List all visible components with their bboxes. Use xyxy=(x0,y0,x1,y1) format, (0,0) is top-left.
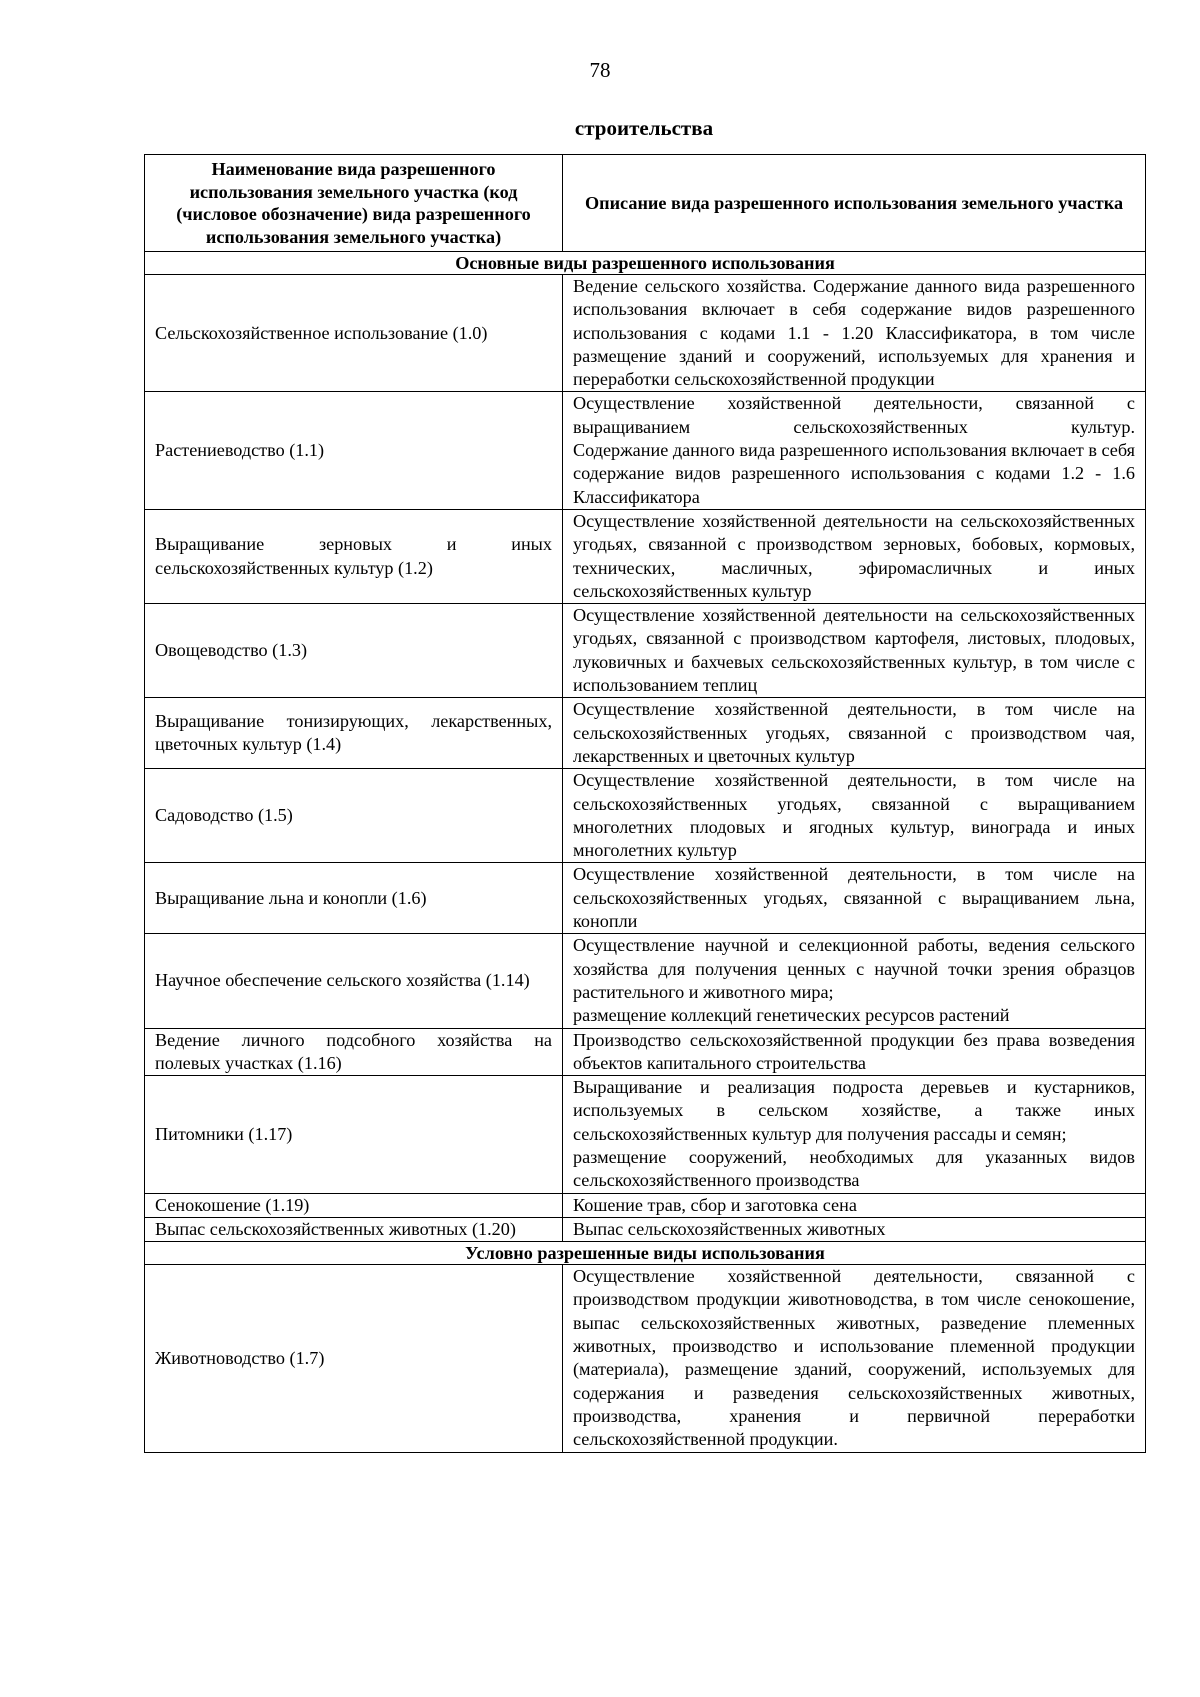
header-description: Описание вида разрешенного использования земельного участка xyxy=(563,155,1146,252)
table-row xyxy=(145,604,1146,698)
use-description xyxy=(563,1193,1146,1217)
section-row-main xyxy=(145,252,1146,275)
table-row xyxy=(145,1193,1146,1217)
use-name: Садоводство (1.5) xyxy=(145,769,563,863)
header-row xyxy=(145,155,1146,252)
use-name: Животноводство (1.7) xyxy=(145,1265,563,1452)
table-row xyxy=(145,1265,1146,1452)
section-row-conditional xyxy=(145,1242,1146,1265)
table-row xyxy=(145,392,1146,509)
use-description xyxy=(563,1028,1146,1076)
use-description xyxy=(563,275,1146,392)
use-description xyxy=(563,769,1146,863)
description-paragraph: Выпас сельскохозяйственных животных xyxy=(573,1218,886,1239)
description-paragraph: Выращивание и реализация подроста деревьев и кустарников, используемых в сельском хозяйстве, а также иных сельскохозяйственных культур для получения рассады и семян; xyxy=(573,1077,1135,1144)
description-paragraph: Содержание данного вида разрешенного использования включает в себя содержание видов разрешенного использования с кодами 1.2 - 1.6 Классификатора xyxy=(573,440,1135,507)
use-name: Овощеводство (1.3) xyxy=(145,604,563,698)
description-paragraph: Осуществление хозяйственной деятельности на сельскохозяйственных угодьях, связанной с производством зерновых, бобовых, кормовых, технических, масличных, эфиромасличных и иных сельскохозяйственных культур xyxy=(573,510,1135,601)
use-name: Сельскохозяйственное использование (1.0) xyxy=(145,275,563,392)
use-name: Питомники (1.17) xyxy=(145,1076,563,1193)
table-row xyxy=(145,934,1146,1028)
land-use-table xyxy=(144,154,1146,1453)
description-paragraph: размещение коллекций генетических ресурсов растений xyxy=(573,1005,1010,1026)
description-paragraph: Осуществление хозяйственной деятельности, в том числе на сельскохозяйственных угодьях, связанной с производством чая, лекарственных и цветочных культур xyxy=(573,699,1135,766)
use-description xyxy=(563,1076,1146,1193)
use-name: Сенокошение (1.19) xyxy=(145,1193,563,1217)
header-name: Наименование вида разрешенного использования земельного участка (код (числовое обозначение) вида разрешенного использования земельного участка) xyxy=(145,155,563,252)
table-row xyxy=(145,509,1146,603)
table-row xyxy=(145,1217,1146,1241)
use-name: Выращивание льна и конопли (1.6) xyxy=(145,863,563,934)
use-name: Выращивание зерновых и иных сельскохозяйственных культур (1.2) xyxy=(145,509,563,603)
continuation-title: строительства xyxy=(574,116,714,140)
description-paragraph: Ведение сельского хозяйства. Содержание данного вида разрешенного использования включает в себя содержание видов разрешенного использования с кодами 1.1 - 1.20 Классификатора, в том числе размещение зданий и сооружений, используемых для хранения и переработки сельскохозяйственной продукции xyxy=(573,276,1135,390)
use-name: Выращивание тонизирующих, лекарственных, цветочных культур (1.4) xyxy=(145,698,563,769)
use-description xyxy=(563,604,1146,698)
use-description xyxy=(563,509,1146,603)
table-row xyxy=(145,863,1146,934)
description-paragraph: Осуществление хозяйственной деятельности, связанной с выращиванием сельскохозяйственных культур. xyxy=(573,393,1135,437)
use-description xyxy=(563,1265,1146,1452)
use-name: Растениеводство (1.1) xyxy=(145,392,563,509)
description-paragraph: Кошение трав, сбор и заготовка сена xyxy=(573,1194,857,1215)
description-paragraph: Осуществление хозяйственной деятельности на сельскохозяйственных угодьях, связанной с производством картофеля, листовых, плодовых, луковичных и бахчевых сельскохозяйственных культур, в том числе с использованием теплиц xyxy=(573,605,1135,696)
description-paragraph: Осуществление хозяйственной деятельности, в том числе на сельскохозяйственных угодьях, связанной с выращиванием льна, конопли xyxy=(573,864,1135,932)
description-paragraph: Осуществление научной и селекционной работы, ведения сельского хозяйства для получения ценных с научной точки зрения образцов растительного и животного мира; xyxy=(573,935,1135,1002)
use-description xyxy=(563,934,1146,1028)
table-row xyxy=(145,698,1146,769)
use-description xyxy=(563,698,1146,769)
use-name: Ведение личного подсобного хозяйства на полевых участках (1.16) xyxy=(145,1028,563,1076)
use-description xyxy=(563,1217,1146,1241)
section-title-main: Основные виды разрешенного использования xyxy=(145,252,1146,275)
table-row xyxy=(145,769,1146,863)
table-row xyxy=(145,275,1146,392)
description-paragraph: размещение сооружений, необходимых для указанных видов сельскохозяйственного производства xyxy=(573,1146,1135,1191)
use-description xyxy=(563,392,1146,509)
use-description xyxy=(563,863,1146,934)
table-row xyxy=(145,1028,1146,1076)
use-name: Выпас сельскохозяйственных животных (1.20) xyxy=(145,1217,563,1241)
description-paragraph: Осуществление хозяйственной деятельности, в том числе на сельскохозяйственных угодьях, связанной с выращиванием многолетних плодовых и ягодных культур, винограда и иных многолетних культур xyxy=(573,770,1135,861)
section-title-conditional: Условно разрешенные виды использования xyxy=(145,1242,1146,1265)
description-paragraph: Осуществление хозяйственной деятельности, связанной с производством продукции животноводства, в том числе сенокошение, выпас сельскохозяйственных животных, разведение племенных животных, производство и использование племенной продукции (материала), размещение зданий, сооружений, используемых для содержания и разведения сельскохозяйственных животных, производства, хранения и первичной переработки сельскохозяйственной продукции. xyxy=(573,1266,1135,1450)
description-paragraph: Производство сельскохозяйственной продукции без права возведения объектов капитального строительства xyxy=(573,1029,1135,1073)
page-number: 78 xyxy=(589,58,611,82)
use-name: Научное обеспечение сельского хозяйства (1.14) xyxy=(145,934,563,1028)
table-row xyxy=(145,1076,1146,1193)
